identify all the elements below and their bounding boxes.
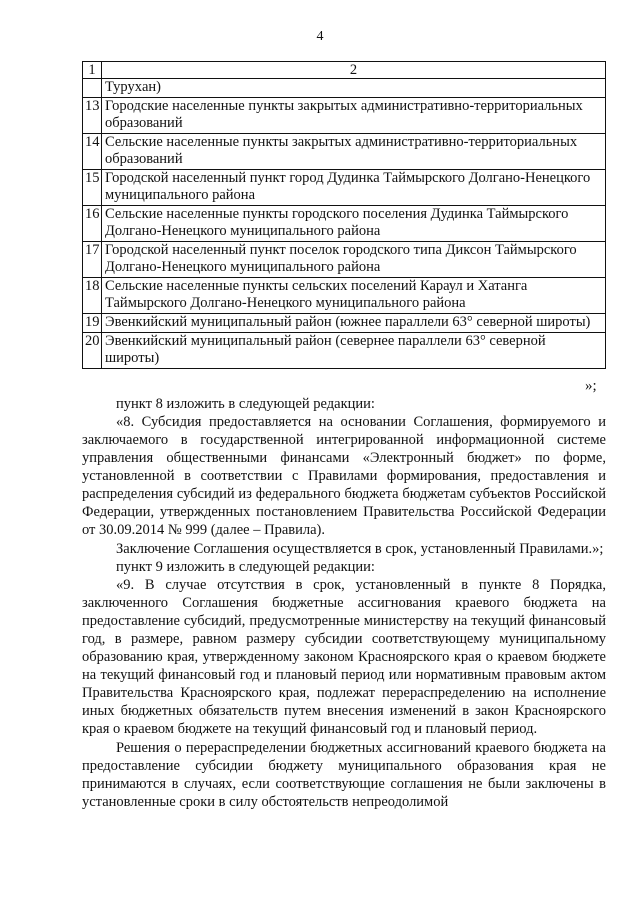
table-row-text: Сельские населенные пункты закрытых административно-территориальных образований bbox=[102, 134, 606, 170]
table-header-cell: 1 bbox=[83, 62, 102, 79]
table-row-text: Городской населенный пункт поселок городского типа Диксон Таймырского Долгано-Ненецкого муниципального района bbox=[102, 242, 606, 278]
table-row-text: Эвенкийский муниципальный район (севернее параллели 63° северной широты) bbox=[102, 333, 606, 369]
table-row-number: 17 bbox=[83, 242, 102, 278]
table-row-text: Сельские населенные пункты сельских поселений Караул и Хатанга Таймырского Долгано-Ненецкого муниципального района bbox=[102, 278, 606, 314]
table-row bbox=[83, 170, 606, 206]
paragraph: «8. Субсидия предоставляется на основании Соглашения, формируемого и заключаемого в государственной интегрированной информационной системе управления общественными финансами «Электронный бюджет» по форме, установленной в соответствии с Правилами формирования, предоставления и распределения субсидий из федерального бюджета бюджетам субъектов Российской Федерации, утвержденных постановлением Правительства Российской Федерации от 30.09.2014 № 999 (далее – Правила). bbox=[82, 414, 606, 538]
table-row-text: Городской населенный пункт город Дудинка Таймырского Долгано-Ненецкого муниципального района bbox=[102, 170, 606, 206]
table-row-number: 13 bbox=[83, 98, 102, 134]
table-row bbox=[83, 278, 606, 314]
table-row-number bbox=[83, 79, 102, 98]
closing-quote-mark: »; bbox=[585, 378, 597, 394]
table-header-cell: 2 bbox=[102, 62, 606, 79]
table-row-number: 18 bbox=[83, 278, 102, 314]
table-row bbox=[83, 134, 606, 170]
table-row bbox=[83, 242, 606, 278]
table-row-number: 20 bbox=[83, 333, 102, 369]
table-row bbox=[83, 79, 606, 98]
body-text bbox=[82, 395, 606, 811]
page-number: 4 bbox=[316, 29, 324, 44]
table-row-text: Эвенкийский муниципальный район (южнее параллели 63° северной широты) bbox=[102, 314, 606, 333]
table-row-text: Туруxан) bbox=[102, 79, 606, 98]
table-row bbox=[83, 333, 606, 369]
table-row bbox=[83, 206, 606, 242]
settlements-table bbox=[82, 61, 606, 369]
table-row-number: 19 bbox=[83, 314, 102, 333]
paragraph: пункт 9 изложить в следующей редакции: bbox=[116, 559, 375, 575]
table-row bbox=[83, 98, 606, 134]
table-row-number: 14 bbox=[83, 134, 102, 170]
table-row-text: Городские населенные пункты закрытых административно-территориальных образований bbox=[102, 98, 606, 134]
paragraph: Решения о перераспределении бюджетных ассигнований краевого бюджета на предоставление субсидии бюджету муниципального образования края не принимаются в случаях, если соответствующие соглашения не были заключены в установленные сроки в силу обстоятельств непреодолимой bbox=[82, 740, 606, 810]
table-row-number: 16 bbox=[83, 206, 102, 242]
table-row bbox=[83, 314, 606, 333]
table-header-row bbox=[83, 62, 606, 79]
paragraph: Заключение Соглашения осуществляется в срок, установленный Правилами.»; bbox=[116, 541, 604, 557]
table-row-text: Сельские населенные пункты городского поселения Дудинка Таймырского Долгано-Ненецкого муниципального района bbox=[102, 206, 606, 242]
table-row-number: 15 bbox=[83, 170, 102, 206]
paragraph: пункт 8 изложить в следующей редакции: bbox=[116, 396, 375, 412]
paragraph: «9. В случае отсутствия в срок, установленный в пункте 8 Порядка, заключенного Соглашения бюджетные ассигнования краевого бюджета на предоставление субсидий, предусмотренные министерству на текущий финансовый год, в размере, равном размеру субсидии соответствующему муниципальному образованию края, утвержденному законом Красноярского края о краевом бюджете на текущий финансовый год и плановый период или нормативным правовым актом Правительства Красноярского края, подлежат перераспределению на исполнение иных бюджетных обязательств путем внесения изменений в закон Красноярского края о краевом бюджете на текущий финансовый год и плановый период. bbox=[82, 577, 606, 737]
